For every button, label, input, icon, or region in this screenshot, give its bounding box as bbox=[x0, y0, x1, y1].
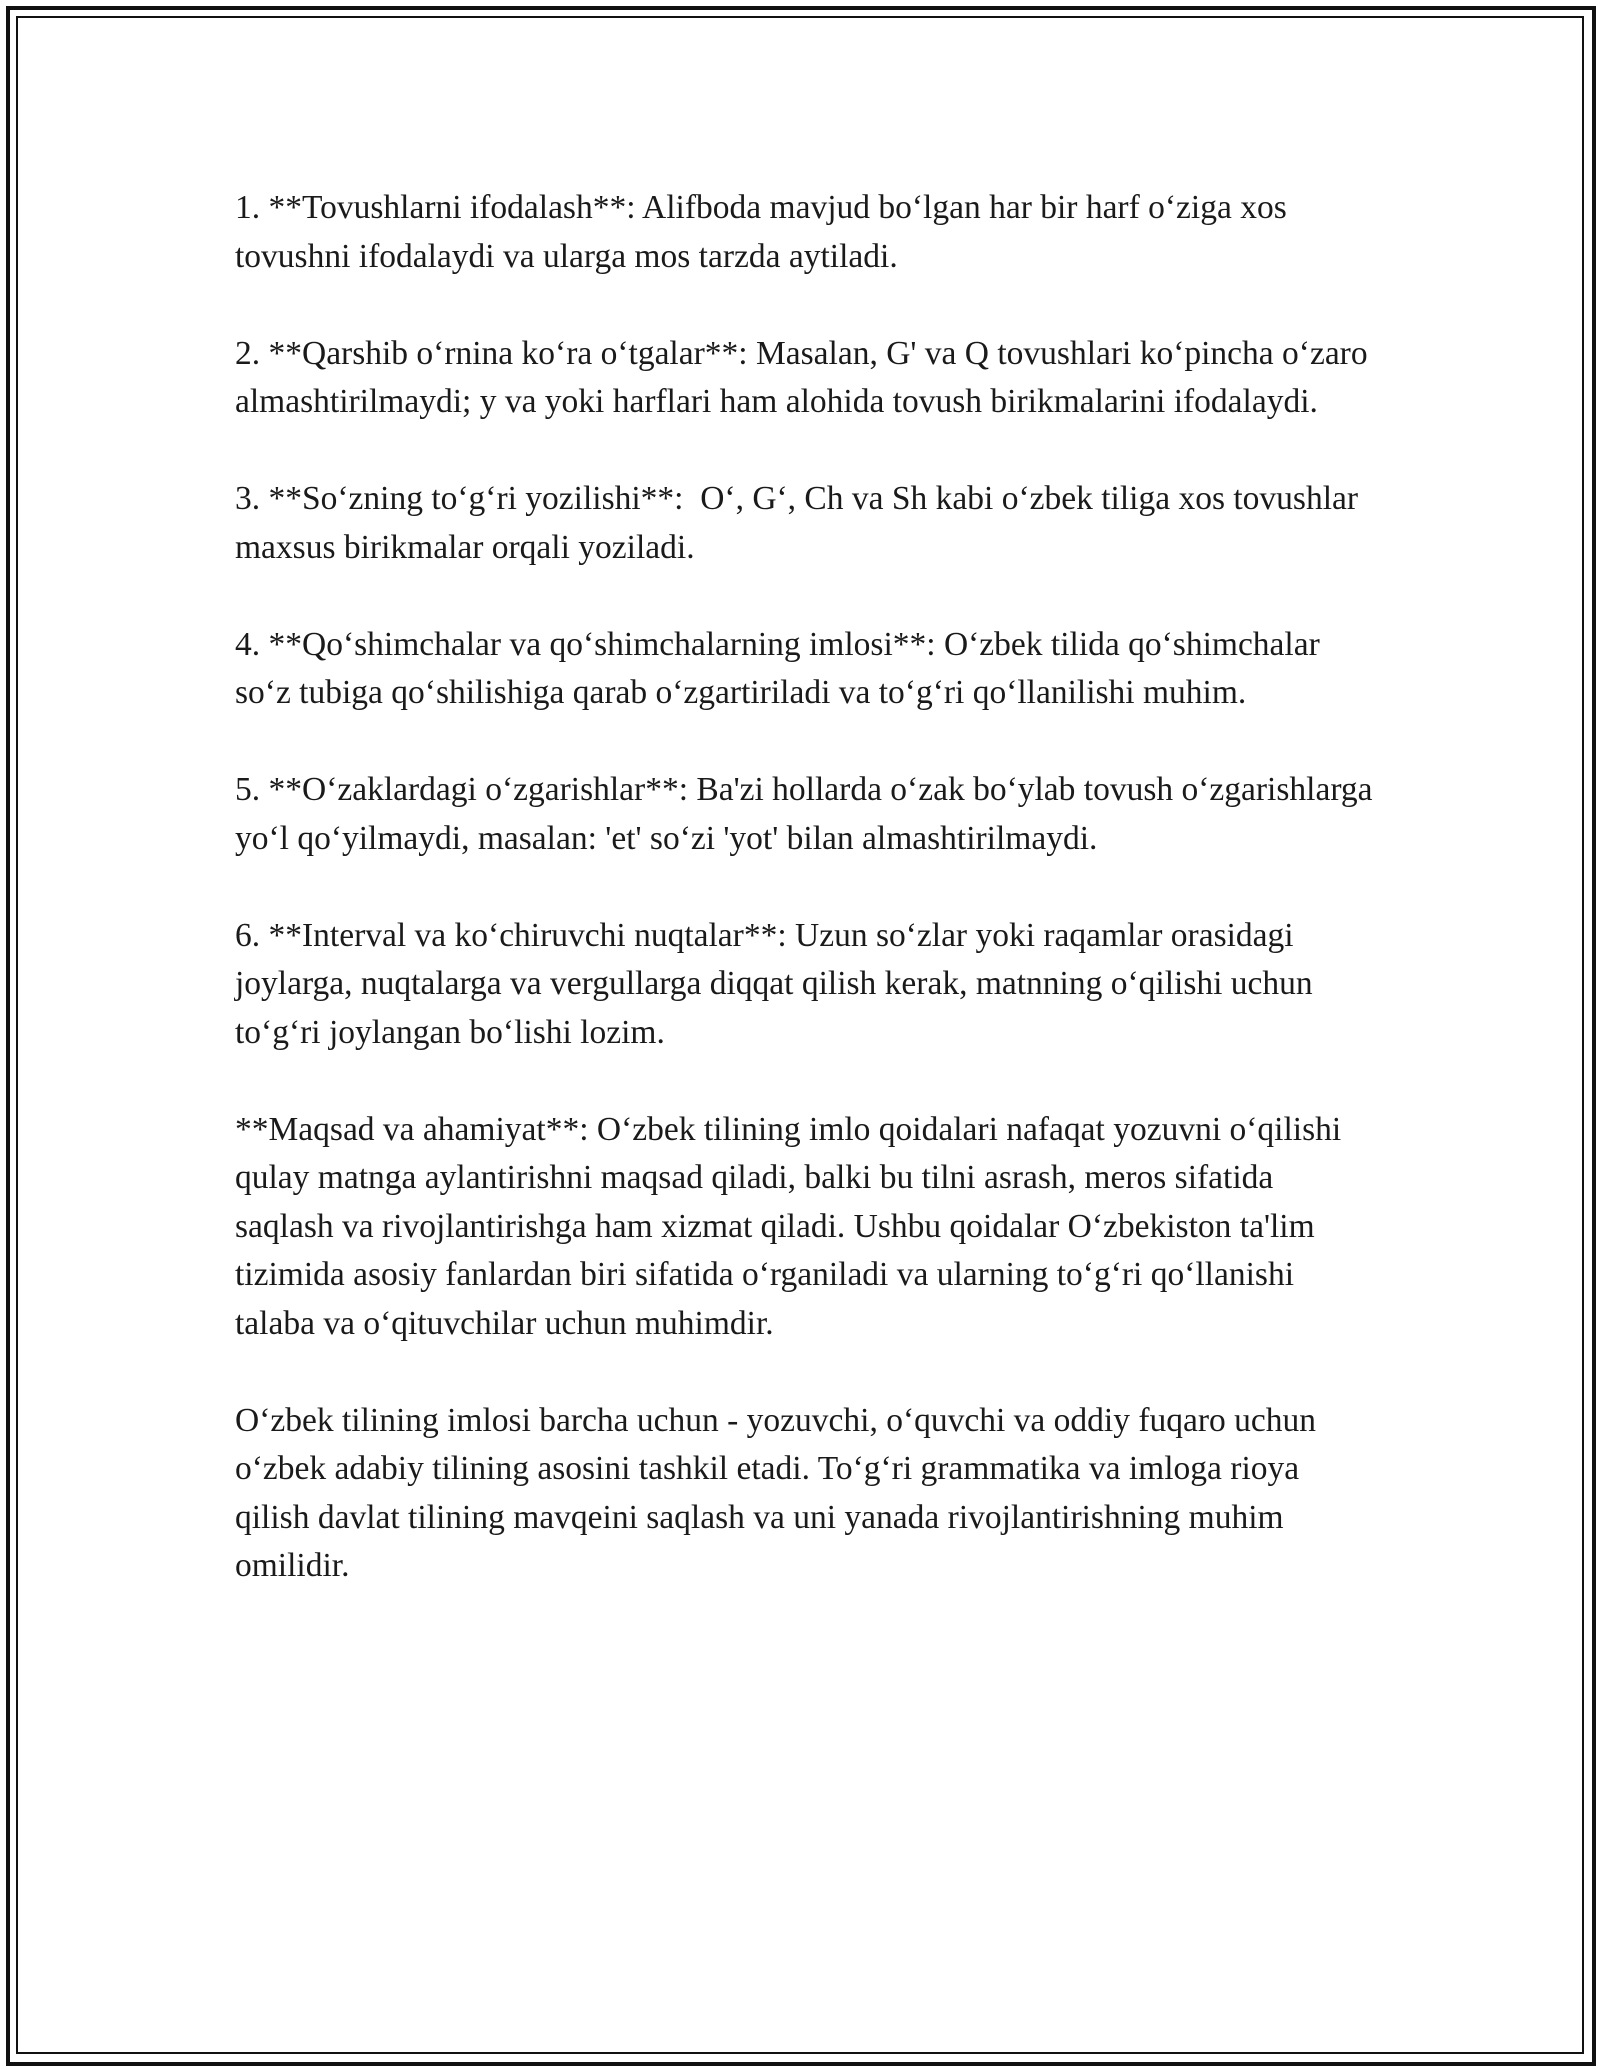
paragraph-rule-4: 4. **Qo‘shimchalar va qo‘shimchalarning imlosi**: O‘zbek tilida qo‘shimchalar so‘z tubiga qo‘shilishiga qarab o‘zgartiriladi va to‘g‘ri qo‘llanilishi muhim. bbox=[235, 625, 1329, 711]
paragraph-rule-5: 5. **O‘zaklardagi o‘zgarishlar**: Ba'zi hollarda o‘zak bo‘ylab tovush o‘zgarishlarga yo‘l qo‘yilmaydi, masalan: 'et' so‘zi 'yot' bilan almashtirilmaydi. bbox=[235, 771, 1381, 857]
paragraph-conclusion: O‘zbek tilining imlosi barcha uchun - yozuvchi, o‘quvchi va oddiy fuqaro uchun o‘zbek adabiy tilining asosini tashkil etadi. To‘g‘ri grammatika va imloga rioya qilish davlat tilining mavqeini saqlash va uni yanada rivojlantirishning muhim omilidir. bbox=[235, 1401, 1325, 1584]
paragraph-rule-3: 3. **So‘zning to‘g‘ri yozilishi**: O‘, G‘, Ch va Sh kabi o‘zbek tiliga xos tovushlar maxsus birikmalar orqali yoziladi. bbox=[235, 480, 1367, 566]
document-body bbox=[235, 184, 1381, 1639]
paragraph-rule-6: 6. **Interval va ko‘chiruvchi nuqtalar**: Uzun so‘zlar yoki raqamlar orasidagi joylarga, nuqtalarga va vergullarga diqqat qilish kerak, matnning o‘qilishi uchun to‘g‘ri joylangan bo‘lishi lozim. bbox=[235, 916, 1322, 1051]
paragraph-purpose: **Maqsad va ahamiyat**: O‘zbek tilining imlo qoidalari nafaqat yozuvni o‘qilishi qulay matnga aylantirishni maqsad qiladi, balki bu tilni asrash, meros sifatida saqlash va rivojlantirishga ham xizmat qiladi. Ushbu qoidalar O‘zbekiston ta'lim tizimida asosiy fanlardan biri sifatida o‘rganiladi va ularning to‘g‘ri qo‘llanishi talaba va o‘qituvchilar uchun muhimdir. bbox=[235, 1110, 1350, 1342]
paragraph-rule-2: 2. **Qarshib o‘rnina ko‘ra o‘tgalar**: Masalan, G' va Q tovushlari ko‘pincha o‘zaro almashtirilmaydi; y va yoki harflari ham alohida tovush birikmalarini ifodalaydi. bbox=[235, 334, 1376, 420]
paragraph-rule-1: 1. **Tovushlarni ifodalash**: Alifboda mavjud bo‘lgan har bir harf o‘ziga xos tovushni ifodalaydi va ularga mos tarzda aytiladi. bbox=[235, 189, 1296, 275]
